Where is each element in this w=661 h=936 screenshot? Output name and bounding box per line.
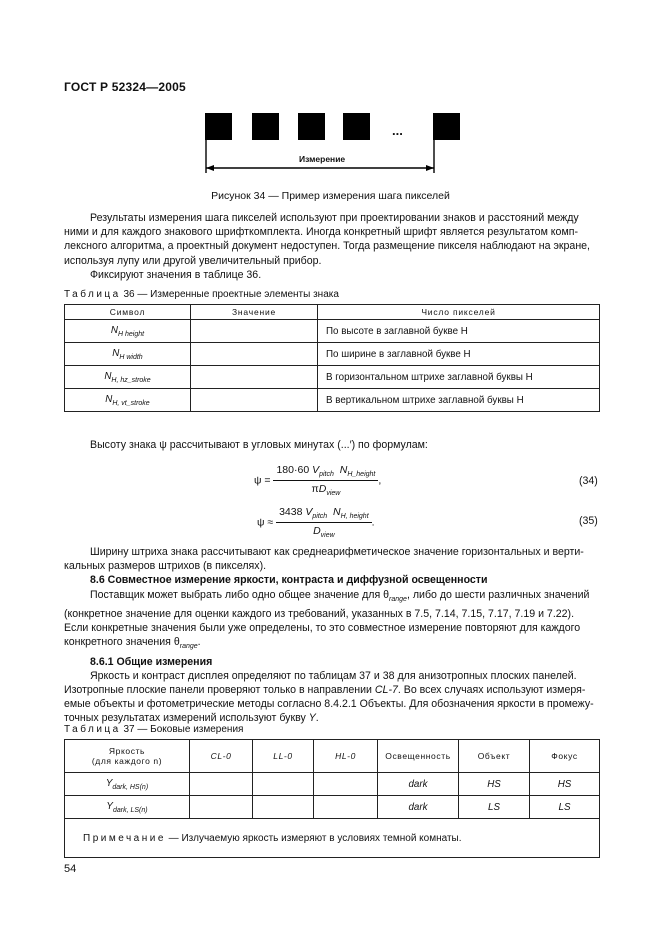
table36-value: [191, 389, 318, 412]
table36-caption-text: 36 — Измеренные проектные элементы знака: [123, 289, 339, 300]
formula35-n-sub: H, height: [340, 513, 369, 521]
para1-line4: используя лупу или другой увеличительный прибор.: [64, 254, 322, 267]
table37-header-object: Объект: [459, 740, 530, 773]
measurement-label: Измерение: [299, 154, 346, 164]
formula35-v: V: [305, 506, 313, 518]
para1-line1: Результаты измерения шага пикселей используют при проектировании знаков и расстояний между: [90, 212, 579, 224]
figure-caption: Рисунок 34 — Пример измерения шага пикселей: [211, 190, 450, 202]
table36-value: [191, 320, 318, 343]
table37-symbol: [65, 796, 190, 819]
formula35-v-sub: pitch: [312, 513, 328, 521]
pixel-pitch-diagram: [205, 113, 460, 173]
table37-header-illuminance: Освещенность: [378, 740, 459, 773]
table37-caption-word: Таблица: [64, 724, 121, 735]
symbol-main: N: [110, 324, 118, 336]
formula34-pi: π: [311, 483, 319, 496]
formula34-fraction: [273, 464, 378, 497]
symbol-subscript: H height: [118, 330, 145, 338]
para4-line1-a: Поставщик может выбрать либо одно общее значение для θ: [90, 588, 390, 601]
symbol-main: Y: [106, 800, 113, 812]
equation-number-34: (34): [579, 475, 598, 487]
para1-line3: лексного алгоритма, а проектный документ недоступен. Тогда размещение пикселя наблюдают на экране,: [64, 240, 591, 253]
table36-value: [191, 343, 318, 366]
note-text: — Излучаемую яркость измеряют в условиях темной комнаты.: [168, 832, 462, 844]
table37-ll0-cell: [253, 796, 314, 819]
table36-caption: [64, 289, 339, 300]
symbol-subscript: H, vt_stroke: [112, 399, 150, 407]
document-header: ГОСТ Р 52324—2005: [64, 80, 186, 94]
formula34-tail: ,: [378, 474, 382, 487]
page-number: 54: [64, 863, 77, 875]
pixel-block-3: [298, 113, 325, 140]
table-row: [65, 796, 600, 819]
table37-illuminance-cell: dark: [378, 796, 459, 819]
table37-hl0-cell: [314, 796, 378, 819]
symbol-subscript: dark, LS(n): [112, 806, 148, 814]
para5-line4-italic: Y: [308, 712, 316, 725]
symbol-main: N: [112, 347, 120, 359]
table37-focus-cell: LS: [530, 796, 600, 819]
table37-header-luminance: [65, 740, 190, 773]
para5-line2-italic: CL-7: [374, 684, 398, 697]
formula35-d: D: [313, 525, 321, 538]
paragraph-pixel-pitch: [64, 211, 599, 282]
table36-header-symbol: Символ: [65, 305, 191, 320]
table37-symbol: [65, 773, 190, 796]
header-luminance-line1: Яркость: [108, 746, 146, 756]
paragraph-stroke-width: [64, 545, 599, 726]
table36-desc: По ширине в заглавной букве H: [318, 343, 600, 366]
arrow-right-icon: [426, 165, 434, 171]
table-37: [64, 739, 600, 858]
symbol-main: N: [104, 370, 112, 382]
para5-line4-a: точных результатах измерений используют букву: [64, 712, 309, 725]
table36-symbol: [65, 320, 191, 343]
table36-value: [191, 366, 318, 389]
pixel-block-n: [433, 113, 460, 140]
para4-line3: Если конкретные значения были уже определены, то это совместное измерение повторяют для каждого: [64, 622, 581, 635]
equation-number-35: (35): [579, 515, 598, 527]
theta-subscript: range: [389, 595, 407, 603]
figure-pixel-pitch: [205, 113, 460, 173]
formula35-n: N: [333, 506, 341, 518]
formula34-lhs: ψ =: [254, 474, 271, 487]
formula34-n-sub: H_height: [347, 471, 376, 479]
formula35-d-sub: view: [320, 532, 335, 540]
section-8-6-1-heading: 8.6.1 Общие измерения: [90, 655, 213, 668]
formula34-constant: 180·60: [276, 464, 310, 476]
formula34-d: D: [318, 483, 327, 496]
table36-header-pixels: Число пикселей: [318, 305, 600, 320]
table37-focus-cell: HS: [530, 773, 600, 796]
table37-header-hl0: HL-0: [314, 740, 378, 773]
table37-header-ll0: LL-0: [253, 740, 314, 773]
para5-line3: емые объекты и фотометрические методы согласно 8.4.2.1 Объекты. Для обозначения яркости в промежу-: [64, 698, 594, 711]
table-row: [65, 389, 600, 412]
theta-subscript: range: [179, 643, 198, 651]
table-row: [65, 366, 600, 389]
table37-caption-text: 37 — Боковые измерения: [123, 724, 244, 735]
para1-line2: ними и для каждого знакового шрифткомплекта. Иногда конкретный шрифт является результатом комп-: [64, 226, 578, 239]
table37-header-focus: Фокус: [530, 740, 600, 773]
pixel-block-1: [205, 113, 232, 140]
table-row: [65, 343, 600, 366]
formula34-d-sub: view: [326, 490, 341, 498]
table36-desc: В вертикальном штрихе заглавной буквы H: [318, 389, 600, 412]
symbol-main: Y: [105, 777, 113, 789]
table36-header-value: Значение: [191, 305, 318, 320]
table37-object-cell: LS: [459, 796, 530, 819]
para4-line1: [64, 588, 599, 607]
paragraph-char-height: [64, 438, 599, 452]
formula34-n: N: [339, 464, 348, 476]
para4-line1-b: , либо до шести различных значений: [406, 588, 590, 601]
symbol-subscript: H width: [119, 353, 143, 361]
formula34-denominator: [273, 481, 378, 497]
para1-line5: Фиксируют значения в таблице 36.: [90, 268, 262, 281]
table37-hl0-cell: [314, 773, 378, 796]
para5-line2-b: . Во всех случаях используют измеря-: [397, 684, 586, 697]
formula35-lhs: ψ ≈: [257, 516, 274, 529]
table37-note-row: [65, 819, 600, 858]
table36-desc: В горизонтальном штрихе заглавной буквы H: [318, 366, 600, 389]
symbol-main: N: [105, 393, 113, 405]
table37-illuminance-cell: dark: [378, 773, 459, 796]
para5-line2: [64, 683, 599, 697]
formula34-numerator: [273, 464, 378, 481]
para5-line2-a: Изотропные плоские панели проверяют только в направлении: [64, 684, 375, 697]
table36-desc: По высоте в заглавной букве H: [318, 320, 600, 343]
table37-ll0-cell: [253, 773, 314, 796]
symbol-subscript: H, hz_stroke: [111, 376, 151, 384]
para4-line4-b: .: [197, 636, 201, 649]
formula-35: [257, 506, 375, 539]
para5-line4-b: .: [315, 712, 319, 725]
ellipsis-dots: ...: [392, 123, 403, 138]
para4-line4: [64, 635, 599, 654]
table37-note: [65, 819, 600, 858]
para5-line1: Яркость и контраст дисплея определяют по таблицам 37 и 38 для анизотропных плоских панелей.: [90, 669, 577, 682]
section-8-6-heading: 8.6 Совместное измерение яркости, контраста и диффузной освещенности: [90, 574, 488, 587]
para4-line4-a: конкретного значения θ: [64, 636, 180, 649]
formula35-constant: 3438: [279, 506, 303, 518]
table36-symbol: [65, 366, 191, 389]
table-row: [65, 773, 600, 796]
pixel-block-4: [343, 113, 370, 140]
pixel-block-2: [252, 113, 279, 140]
table37-caption: [64, 724, 243, 735]
formula35-tail: .: [371, 516, 375, 529]
para3-line2: кальных размеров штрихов (в пикселях).: [64, 560, 267, 573]
para4-line2: (конкретное значение для оценки каждого из требований, указанных в 7.5, 7.14, 7.15, 7.17, 7.19 и 7.22).: [64, 607, 575, 620]
table-36: [64, 304, 600, 412]
formula34-v-sub: pitch: [319, 471, 334, 479]
arrow-left-icon: [206, 165, 214, 171]
header-luminance-line2: (для каждого n): [91, 756, 163, 766]
symbol-subscript: dark, HS(n): [112, 783, 149, 791]
para3-line1: Ширину штриха знака рассчитывают как среднеарифметическое значение горизонтальных и верти-: [90, 546, 584, 558]
note-word: Примечание: [83, 832, 166, 844]
table37-object-cell: HS: [459, 773, 530, 796]
formula34-v: V: [312, 464, 320, 476]
table37-cl0-cell: [190, 773, 253, 796]
table37-header-cl0: CL-0: [190, 740, 253, 773]
table-row: [65, 320, 600, 343]
table36-symbol: [65, 343, 191, 366]
table36-symbol: [65, 389, 191, 412]
formula35-fraction: [276, 506, 372, 539]
table37-cl0-cell: [190, 796, 253, 819]
formula35-denominator: [276, 523, 372, 539]
para2-text: Высоту знака ψ рассчитывают в угловых минутах (...′) по формулам:: [90, 439, 428, 451]
table36-caption-word: Таблица: [64, 289, 121, 300]
formula-34: [254, 464, 381, 497]
formula35-numerator: [276, 506, 372, 523]
